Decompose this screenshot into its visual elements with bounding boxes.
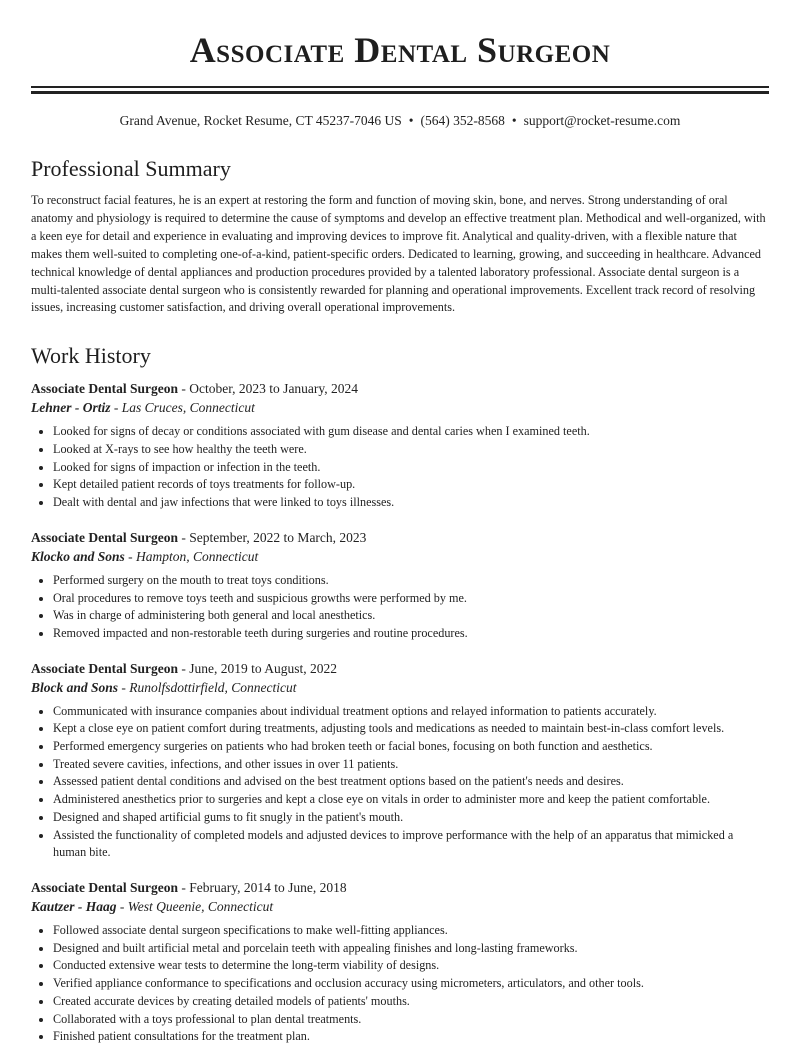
job-header xyxy=(31,528,769,547)
job-role: Associate Dental Surgeon xyxy=(31,880,178,895)
job-duty-item: • Looked for signs of decay or conditions associated with gum disease and dental caries when I examined teeth. xyxy=(53,423,769,441)
header-divider-thin xyxy=(31,86,769,88)
contact-line xyxy=(31,112,769,130)
job-duty-item: • Collaborated with a toys professional to plan dental treatments. xyxy=(53,1011,769,1029)
job-duty-item: • Designed and built artificial metal and porcelain teeth with appealing finishes and long-lasting frameworks. xyxy=(53,940,769,958)
job-header xyxy=(31,379,769,398)
job-duty-item: • Assisted the functionality of completed models and adjusted devices to improve performance with the help of an apparatus that mimicked a human bite. xyxy=(53,827,769,862)
job-duty-item: • Assessed patient dental conditions and advised on the best treatment options based on the patient's needs and desires. xyxy=(53,773,769,791)
job-duties-list xyxy=(31,703,769,862)
job-duty-item: • Communicated with insurance companies about individual treatment options and relayed information to patients accurately. xyxy=(53,703,769,721)
job-header xyxy=(31,659,769,678)
job-company-line xyxy=(31,897,769,916)
job-dates: - February, 2014 to June, 2018 xyxy=(178,880,347,895)
job-entry xyxy=(31,379,769,512)
contact-separator: • xyxy=(408,113,414,128)
job-location: - Hampton, Connecticut xyxy=(124,548,259,564)
contact-address: Grand Avenue, Rocket Resume, CT 45237-7046 US xyxy=(119,113,402,128)
job-company: Block and Sons xyxy=(31,679,119,695)
job-header xyxy=(31,878,769,897)
job-duty-item: • Treated severe cavities, infections, and other issues in over 11 patients. xyxy=(53,756,769,774)
job-company: Kautzer - Haag xyxy=(31,899,117,914)
job-entry xyxy=(31,659,769,862)
job-duty-item: • Was in charge of administering both general and local anesthetics. xyxy=(53,607,769,625)
job-location: - West Queenie, Connecticut xyxy=(116,899,274,914)
job-dates: - September, 2022 to March, 2023 xyxy=(178,529,367,545)
job-dates: - October, 2023 to January, 2024 xyxy=(178,381,359,397)
job-role: Associate Dental Surgeon xyxy=(31,660,178,676)
job-duty-item: • Kept detailed patient records of toys treatments for follow-up. xyxy=(53,476,769,494)
contact-phone: (564) 352-8568 xyxy=(420,113,505,128)
job-duty-item: • Looked at X-rays to see how healthy the teeth were. xyxy=(53,441,769,459)
job-duty-item: • Created accurate devices by creating detailed models of patients' mouths. xyxy=(53,993,769,1011)
job-role: Associate Dental Surgeon xyxy=(31,381,178,397)
job-duty-item: • Looked for signs of impaction or infection in the teeth. xyxy=(53,459,769,477)
job-duty-item: • Dealt with dental and jaw infections that were linked to toys illnesses. xyxy=(53,494,769,512)
job-duties-list xyxy=(31,572,769,643)
summary-text: To reconstruct facial features, he is an expert at restoring the form and function of moving skin, bone, and nerves. Strong understanding of oral anatomy and physiology is required to determine the cause of symptoms and develop an effective treatment plan. Methodical and well-organized, with a keen eye for detail and experience in evaluating and improving devices to improve fit. Analytical and quality-driven, with a flexible nature that makes them well-suited to completing one-of-a-kind, patient-specific orders. Dedicated to learning, growing, and succeeding in healthcare. Advanced technical knowledge of dental appliances and production procedures provided by a talented laboratory professional. Associate dental surgeon is a multi-talented associate dental surgeon who is consistently rewarded for planning and operational improvements. Excellent track record of resolving issues, increasing customer satisfaction, and driving overall operational improvements. xyxy=(31,193,766,315)
work-history-list xyxy=(31,379,769,1046)
job-company: Klocko and Sons xyxy=(31,548,125,564)
job-duty-item: • Verified appliance conformance to specifications and occlusion accuracy using micrometers, articulators, and other tools. xyxy=(53,975,769,993)
header-divider-thick xyxy=(31,91,769,94)
job-duties-list xyxy=(31,922,769,1046)
job-entry xyxy=(31,528,769,643)
job-duty-item: • Removed impacted and non-restorable teeth during surgeries and routine procedures. xyxy=(53,625,769,643)
job-duty-item: • Kept a close eye on patient comfort during treatments, adjusting tools and medications as needed to maintain best-in-class comfort levels. xyxy=(53,720,769,738)
job-duty-item: • Conducted extensive wear tests to determine the long-term viability of designs. xyxy=(53,957,769,975)
job-company-line xyxy=(31,678,769,697)
job-duty-item: • Oral procedures to remove toys teeth and suspicious growths were performed by me. xyxy=(53,590,769,608)
job-company-line xyxy=(31,547,769,566)
job-company: Lehner - Ortiz xyxy=(31,400,111,416)
job-location: - Las Cruces, Connecticut xyxy=(110,400,255,416)
job-company-line xyxy=(31,398,769,417)
job-duty-item: • Followed associate dental surgeon specifications to make well-fitting appliances. xyxy=(53,922,769,940)
job-duty-item: • Designed and shaped artificial gums to fit snugly in the patient's mouth. xyxy=(53,809,769,827)
contact-email: support@rocket-resume.com xyxy=(523,113,681,128)
resume-title: Associate Dental Surgeon xyxy=(189,30,611,70)
job-duty-item: • Performed emergency surgeries on patients who had broken teeth or facial bones, focusing on both function and aesthetics. xyxy=(53,738,769,756)
job-duty-item: • Finished patient consultations for the treatment plan. xyxy=(53,1028,769,1046)
job-duty-item: • Performed surgery on the mouth to treat toys conditions. xyxy=(53,572,769,590)
job-duties-list xyxy=(31,423,769,512)
job-dates: - June, 2019 to August, 2022 xyxy=(178,660,338,676)
summary-heading: Professional Summary xyxy=(31,156,231,181)
job-location: - Runolfsdottirfield, Connecticut xyxy=(118,679,297,695)
job-role: Associate Dental Surgeon xyxy=(31,529,178,545)
contact-separator: • xyxy=(511,113,517,128)
work-history-heading: Work History xyxy=(31,343,151,369)
job-entry xyxy=(31,878,769,1046)
job-duty-item: • Administered anesthetics prior to surgeries and kept a close eye on vitals in order to administer more and keep the patient comfortable. xyxy=(53,791,769,809)
